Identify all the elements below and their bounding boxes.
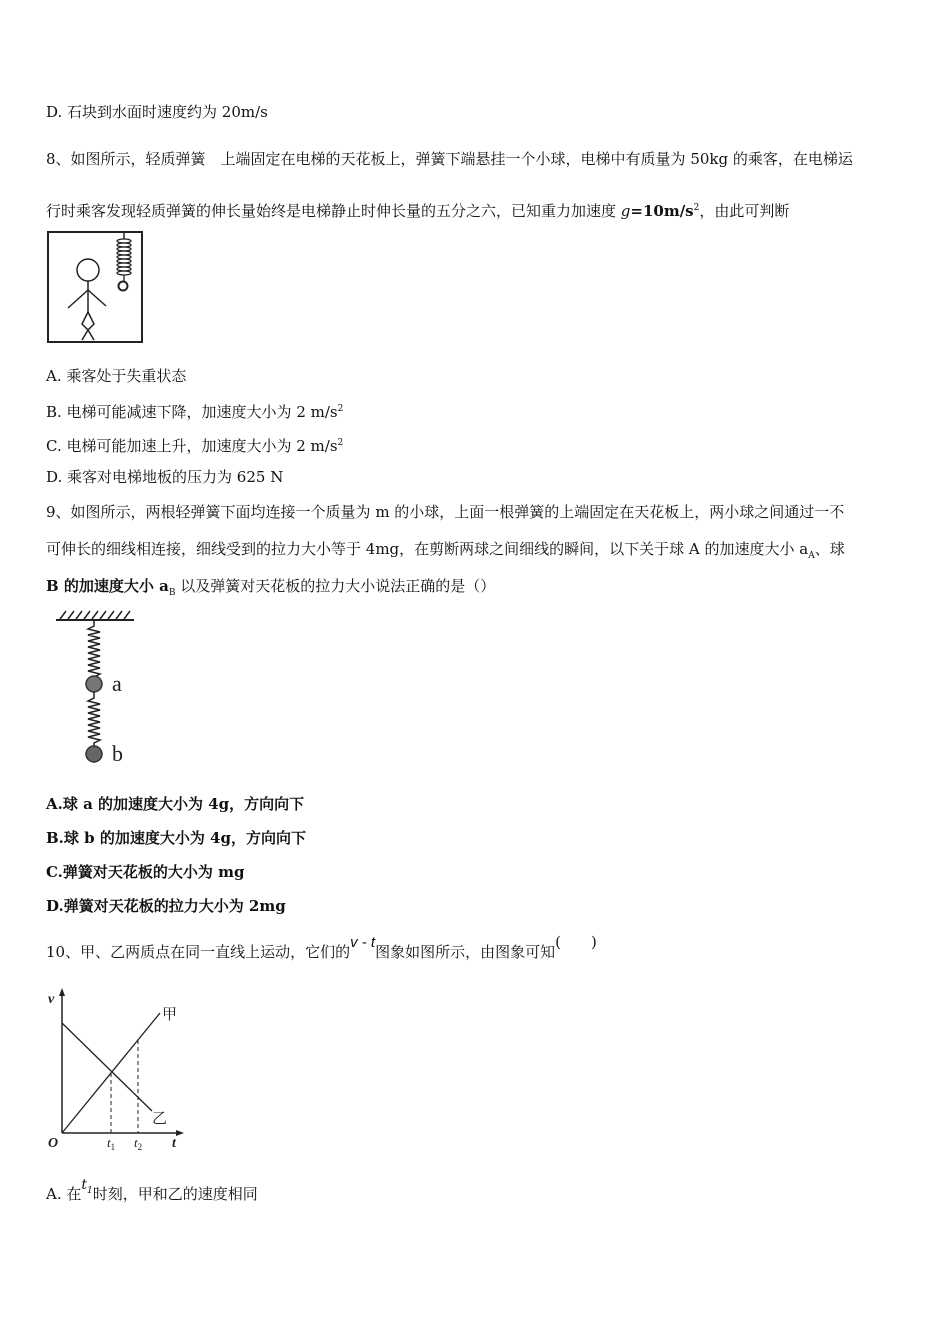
q8-option-c: C. 电梯可能加速上升，加速度大小为 2 $m/s^2$ [46,437,344,455]
ball-a-label: a [112,671,122,696]
axis-v-label: v [48,992,55,1007]
q8-stem-line1: 8、如图所示，轻质弹簧 上端固定在电梯的天花板上，弹簧下端悬挂一个小球，电梯中有质量为 50kg 的乘客，在电梯运 [46,150,853,168]
t2-tick-label: $t_2$ [134,1135,143,1150]
q8-elevator-figure [46,230,144,344]
q10-stem: 10、甲、乙两质点在同一直线上运动，它们的v - t图象如图所示，由图象可知( ) [46,933,597,961]
q10-t1-symbol: $t_1$ [81,1177,93,1196]
line-jia-label: 甲 [162,1005,178,1023]
q9-option-a: A.球 a 的加速度大小为 4g，方向向下 [46,795,305,813]
ball-a [86,676,102,692]
q9-option-b: B.球 b 的加速度大小为 4g，方向向下 [46,829,306,847]
q8-g-symbol: g [620,202,631,220]
q8-option-b: B. 电梯可能减速下降，加速度大小为 2 $m/s^2$ [46,403,344,421]
q10-option-a: A. 在$t_1$时刻，甲和乙的速度相同 [46,1177,258,1203]
origin-label: O [48,1136,59,1150]
q9-option-c: C.弹簧对天花板的大小为 mg [46,863,245,881]
ball-b [86,746,102,762]
q8-option-a: A. 乘客处于失重状态 [46,367,187,385]
axis-t-label: t [172,1136,176,1150]
q9-option-d: D.弹簧对天花板的拉力大小为 2mg [46,897,286,915]
q7-option-d: D. 石块到水面时速度约为 20m/s [46,103,268,121]
q9-stem-line2: 可伸长的细线相连接，细线受到的拉力大小等于 4mg，在剪断两球之间细线的瞬间，以下关于球 A 的加速度大小 $a_A$、球 [46,540,845,561]
line-yi-label: 乙 [152,1109,168,1127]
q8-stem-line2: 行时乘客发现轻质弹簧的伸长量始终是电梯静止时伸长量的五分之六，已知重力加速度 $g=10m/s^2$，由此可判断 [46,202,790,220]
q9-stem-line1: 9、如图所示，两根轻弹簧下面均连接一个质量为 m 的小球，上面一根弹簧的上端固定在天花板上，两小球之间通过一不 [46,503,845,521]
q8-option-d: D. 乘客对电梯地板的压力为 625 N [46,468,284,486]
q9-stem-line3: B 的加速度大小 $a_B$ 以及弹簧对天花板的拉力大小说法正确的是（） [46,577,496,598]
ball-b-label: b [112,741,123,766]
q10-vt-symbol: v - t [350,934,376,951]
q9-spring-figure [54,608,174,770]
t1-tick-label: $t_1$ [107,1135,116,1150]
q10-vt-graph [44,985,194,1150]
